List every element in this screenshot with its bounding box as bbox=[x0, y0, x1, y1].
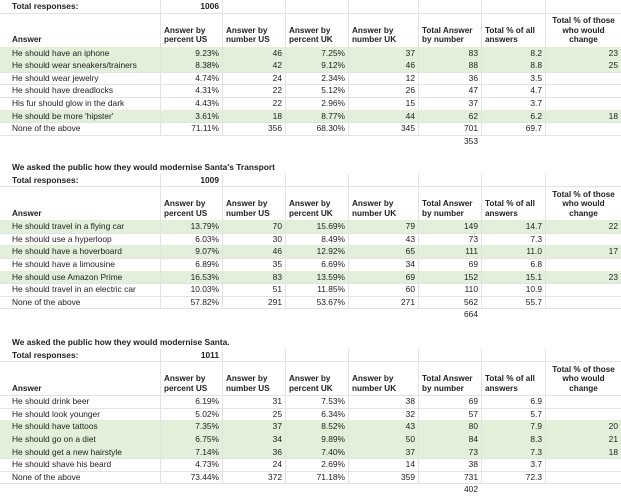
value-cell[interactable]: 26 bbox=[348, 84, 418, 97]
value-cell[interactable]: 4.31% bbox=[160, 84, 222, 97]
value-cell[interactable]: 21 bbox=[545, 433, 621, 446]
column-header-label: Answer by number US bbox=[226, 374, 270, 393]
value-cell[interactable]: 25 bbox=[222, 408, 285, 421]
value-cell[interactable]: 22 bbox=[545, 220, 621, 233]
empty-cell[interactable] bbox=[222, 349, 285, 362]
column-header[interactable] bbox=[0, 361, 160, 395]
total-responses-row bbox=[0, 349, 621, 363]
value-cell[interactable]: 69 bbox=[418, 395, 481, 408]
value-cell[interactable] bbox=[545, 97, 621, 110]
value-cell[interactable]: 18 bbox=[222, 110, 285, 123]
answer-cell[interactable]: He should use a hyperloop bbox=[12, 233, 112, 244]
value-cell[interactable] bbox=[545, 408, 621, 421]
value-cell[interactable]: 69 bbox=[418, 258, 481, 271]
value-cell[interactable]: 53.67% bbox=[285, 296, 348, 309]
column-header-label: Answer bbox=[12, 208, 42, 218]
answer-cell[interactable]: He should wear jewelry bbox=[12, 72, 99, 83]
empty-cell[interactable] bbox=[418, 174, 481, 187]
value-cell[interactable]: 8.8 bbox=[481, 59, 545, 72]
table-row bbox=[0, 47, 621, 61]
extra-total-value[interactable]: 664 bbox=[464, 309, 478, 320]
empty-cell[interactable] bbox=[348, 174, 418, 187]
empty-cell[interactable] bbox=[481, 0, 545, 13]
answer-cell[interactable]: He should have a limousine bbox=[12, 259, 115, 269]
empty-cell[interactable] bbox=[285, 0, 348, 13]
table-row bbox=[0, 122, 621, 136]
value-cell[interactable]: 44 bbox=[348, 110, 418, 123]
column-header-label: Total Answer by number bbox=[422, 199, 473, 218]
answer-cell[interactable]: He should look younger bbox=[12, 408, 100, 419]
value-cell[interactable]: 8.2 bbox=[481, 47, 545, 60]
table-row bbox=[0, 471, 621, 485]
value-cell[interactable]: 3.5 bbox=[481, 72, 545, 85]
value-cell[interactable]: 18 bbox=[545, 110, 621, 123]
column-header[interactable] bbox=[545, 361, 621, 395]
empty-cell[interactable] bbox=[348, 0, 418, 13]
value-cell[interactable] bbox=[545, 122, 621, 135]
column-header[interactable] bbox=[481, 13, 545, 47]
value-cell[interactable]: 88 bbox=[418, 59, 481, 72]
value-cell[interactable]: 38 bbox=[418, 458, 481, 471]
value-cell[interactable]: 731 bbox=[418, 471, 481, 484]
value-cell[interactable]: 3.61% bbox=[160, 110, 222, 123]
column-header[interactable] bbox=[481, 361, 545, 395]
column-header[interactable] bbox=[160, 186, 222, 220]
column-header-label: Answer bbox=[12, 383, 42, 393]
value-cell[interactable]: 6.89% bbox=[160, 258, 222, 271]
table-row bbox=[0, 97, 621, 111]
table-row bbox=[0, 395, 621, 409]
value-cell[interactable]: 10.03% bbox=[160, 283, 222, 296]
value-cell[interactable]: 4.73% bbox=[160, 458, 222, 471]
answer-cell[interactable]: He should have an iphone bbox=[12, 47, 110, 58]
column-header[interactable] bbox=[222, 186, 285, 220]
value-cell[interactable]: 22 bbox=[222, 84, 285, 97]
table-row bbox=[0, 245, 621, 259]
answer-cell[interactable]: He should be more 'hipster' bbox=[12, 110, 114, 121]
value-cell[interactable]: 7.35% bbox=[160, 420, 222, 433]
total-responses-label[interactable]: Total responses: bbox=[12, 1, 79, 11]
value-cell[interactable] bbox=[545, 296, 621, 309]
table-row bbox=[0, 283, 621, 297]
value-cell[interactable]: 79 bbox=[348, 220, 418, 233]
value-cell[interactable]: 12 bbox=[348, 72, 418, 85]
empty-cell[interactable] bbox=[545, 0, 621, 13]
column-header[interactable] bbox=[0, 186, 160, 220]
value-cell[interactable]: 359 bbox=[348, 471, 418, 484]
table-row bbox=[0, 233, 621, 247]
value-cell[interactable]: 80 bbox=[418, 420, 481, 433]
value-cell[interactable]: 84 bbox=[418, 433, 481, 446]
section-intro: We asked the public how they would modernise Santa. bbox=[12, 337, 230, 347]
value-cell[interactable]: 17 bbox=[545, 245, 621, 258]
value-cell[interactable]: 32 bbox=[348, 408, 418, 421]
value-cell[interactable]: 271 bbox=[348, 296, 418, 309]
column-header-label: Answer by number US bbox=[226, 199, 270, 218]
value-cell[interactable]: 8.3 bbox=[481, 433, 545, 446]
value-cell[interactable]: 291 bbox=[222, 296, 285, 309]
total-responses-label[interactable]: Total responses: bbox=[12, 349, 79, 360]
value-cell[interactable]: 6.34% bbox=[285, 408, 348, 421]
column-header-label: Total % of those who would change bbox=[552, 189, 615, 218]
total-responses-row bbox=[0, 0, 621, 14]
column-header[interactable] bbox=[348, 361, 418, 395]
value-cell[interactable]: 345 bbox=[348, 122, 418, 135]
value-cell[interactable]: 43 bbox=[348, 233, 418, 246]
empty-cell[interactable] bbox=[481, 349, 545, 362]
value-cell[interactable]: 72.3 bbox=[481, 471, 545, 484]
table-row bbox=[0, 408, 621, 422]
value-cell[interactable]: 9.12% bbox=[285, 59, 348, 72]
value-cell[interactable]: 25 bbox=[545, 59, 621, 72]
value-cell[interactable]: 2.34% bbox=[285, 72, 348, 85]
value-cell[interactable]: 10.9 bbox=[481, 283, 545, 296]
column-header[interactable] bbox=[348, 13, 418, 47]
answer-cell[interactable]: None of the above bbox=[12, 296, 81, 307]
total-responses-row bbox=[0, 174, 621, 188]
answer-cell[interactable]: He should travel in a flying car bbox=[12, 221, 125, 232]
column-header[interactable] bbox=[0, 13, 160, 47]
answer-cell[interactable]: He should drink beer bbox=[12, 396, 90, 407]
column-header-row bbox=[0, 13, 621, 48]
value-cell[interactable] bbox=[545, 458, 621, 471]
table-row bbox=[0, 271, 621, 285]
value-cell[interactable]: 30 bbox=[222, 233, 285, 246]
value-cell[interactable]: 7.53% bbox=[285, 395, 348, 408]
answer-cell[interactable]: He should get a new hairstyle bbox=[12, 446, 122, 457]
value-cell[interactable]: 111 bbox=[418, 245, 481, 258]
total-responses-value[interactable]: 1011 bbox=[160, 349, 222, 362]
value-cell[interactable]: 37 bbox=[222, 420, 285, 433]
value-cell[interactable]: 701 bbox=[418, 122, 481, 135]
value-cell[interactable]: 50 bbox=[348, 433, 418, 446]
value-cell[interactable]: 5.02% bbox=[160, 408, 222, 421]
value-cell[interactable]: 73.44% bbox=[160, 471, 222, 484]
column-header-label: Total % of all answers bbox=[485, 25, 535, 45]
column-header-label: Total % of all answers bbox=[485, 374, 535, 393]
value-cell[interactable]: 8.77% bbox=[285, 110, 348, 123]
column-header-label: Answer by number US bbox=[226, 25, 270, 45]
empty-cell[interactable] bbox=[348, 349, 418, 362]
column-header-label: Answer by percent US bbox=[164, 199, 208, 218]
value-cell[interactable]: 36 bbox=[418, 72, 481, 85]
value-cell[interactable]: 8.38% bbox=[160, 59, 222, 72]
column-header[interactable] bbox=[545, 186, 621, 220]
value-cell[interactable]: 65 bbox=[348, 245, 418, 258]
value-cell[interactable] bbox=[545, 72, 621, 85]
answer-cell[interactable]: None of the above bbox=[12, 471, 81, 482]
value-cell[interactable]: 6.75% bbox=[160, 433, 222, 446]
value-cell[interactable]: 42 bbox=[222, 59, 285, 72]
value-cell[interactable]: 6.9 bbox=[481, 395, 545, 408]
value-cell[interactable]: 43 bbox=[348, 420, 418, 433]
value-cell[interactable]: 34 bbox=[222, 433, 285, 446]
value-cell[interactable]: 149 bbox=[418, 220, 481, 233]
column-header-label: Answer by percent UK bbox=[289, 374, 333, 393]
value-cell[interactable]: 71.11% bbox=[160, 122, 222, 135]
value-cell[interactable]: 36 bbox=[222, 446, 285, 459]
value-cell[interactable]: 11.0 bbox=[481, 245, 545, 258]
value-cell[interactable]: 37 bbox=[348, 47, 418, 60]
value-cell[interactable]: 9.23% bbox=[160, 47, 222, 60]
empty-cell[interactable] bbox=[285, 349, 348, 362]
value-cell[interactable]: 46 bbox=[348, 59, 418, 72]
value-cell[interactable]: 23 bbox=[545, 47, 621, 60]
value-cell[interactable]: 24 bbox=[222, 72, 285, 85]
value-cell[interactable]: 6.8 bbox=[481, 258, 545, 271]
answer-cell[interactable]: He should have tattoos bbox=[12, 421, 98, 432]
value-cell[interactable]: 3.7 bbox=[481, 97, 545, 110]
value-cell[interactable]: 6.69% bbox=[285, 258, 348, 271]
column-header[interactable] bbox=[545, 13, 621, 47]
value-cell[interactable]: 14 bbox=[348, 458, 418, 471]
empty-cell[interactable] bbox=[418, 0, 481, 13]
column-header[interactable] bbox=[222, 361, 285, 395]
value-cell[interactable] bbox=[545, 395, 621, 408]
value-cell[interactable]: 69.7 bbox=[481, 122, 545, 135]
value-cell[interactable]: 372 bbox=[222, 471, 285, 484]
value-cell[interactable]: 6.19% bbox=[160, 395, 222, 408]
column-header-label: Answer by number UK bbox=[352, 25, 397, 45]
value-cell[interactable]: 6.03% bbox=[160, 233, 222, 246]
value-cell[interactable]: 73 bbox=[418, 446, 481, 459]
column-header-row bbox=[0, 186, 621, 221]
value-cell[interactable] bbox=[545, 471, 621, 484]
value-cell[interactable]: 46 bbox=[222, 47, 285, 60]
table-row bbox=[0, 110, 621, 124]
answer-cell[interactable]: He should shave his beard bbox=[12, 459, 112, 470]
column-header-label: Answer bbox=[12, 35, 42, 45]
table-row bbox=[0, 258, 621, 272]
empty-cell[interactable] bbox=[481, 174, 545, 187]
value-cell[interactable]: 356 bbox=[222, 122, 285, 135]
table-row bbox=[0, 72, 621, 86]
value-cell[interactable]: 7.3 bbox=[481, 446, 545, 459]
table-row bbox=[0, 59, 621, 73]
column-header-label: Answer by number UK bbox=[352, 199, 397, 218]
column-header[interactable] bbox=[418, 186, 481, 220]
extra-total-value[interactable]: 402 bbox=[464, 484, 478, 495]
value-cell[interactable]: 4.43% bbox=[160, 97, 222, 110]
empty-cell[interactable] bbox=[545, 174, 621, 187]
total-responses-value[interactable]: 1009 bbox=[160, 174, 222, 187]
value-cell[interactable]: 57 bbox=[418, 408, 481, 421]
value-cell[interactable]: 8.49% bbox=[285, 233, 348, 246]
value-cell[interactable]: 71.18% bbox=[285, 471, 348, 484]
value-cell[interactable]: 51 bbox=[222, 283, 285, 296]
value-cell[interactable]: 70 bbox=[222, 220, 285, 233]
value-cell[interactable]: 14.7 bbox=[481, 220, 545, 233]
value-cell[interactable]: 15.69% bbox=[285, 220, 348, 233]
value-cell[interactable]: 9.07% bbox=[160, 245, 222, 258]
column-header-label: Total % of those who would change bbox=[552, 364, 615, 393]
empty-cell[interactable] bbox=[285, 174, 348, 187]
column-header[interactable] bbox=[348, 186, 418, 220]
column-header-label: Answer by percent UK bbox=[289, 199, 333, 218]
value-cell[interactable]: 4.7 bbox=[481, 84, 545, 97]
value-cell[interactable]: 38 bbox=[348, 395, 418, 408]
value-cell[interactable]: 55.7 bbox=[481, 296, 545, 309]
value-cell[interactable]: 37 bbox=[418, 97, 481, 110]
table-row bbox=[0, 296, 621, 310]
section-intro: We asked the public how they would modernise Santa's Transport bbox=[12, 162, 275, 172]
value-cell[interactable]: 9.89% bbox=[285, 433, 348, 446]
table-row bbox=[0, 220, 621, 234]
column-header-label: Answer by number UK bbox=[352, 374, 397, 393]
empty-cell[interactable] bbox=[222, 174, 285, 187]
value-cell[interactable]: 46 bbox=[222, 245, 285, 258]
value-cell[interactable]: 47 bbox=[418, 84, 481, 97]
answer-cell[interactable]: He should go on a diet bbox=[12, 434, 96, 444]
value-cell[interactable]: 6.2 bbox=[481, 110, 545, 123]
value-cell[interactable]: 24 bbox=[222, 458, 285, 471]
value-cell[interactable]: 5.12% bbox=[285, 84, 348, 97]
value-cell[interactable]: 73 bbox=[418, 233, 481, 246]
total-responses-value[interactable]: 1006 bbox=[160, 0, 222, 13]
value-cell[interactable]: 37 bbox=[348, 446, 418, 459]
column-header[interactable] bbox=[222, 13, 285, 47]
column-header-row bbox=[0, 361, 621, 396]
value-cell[interactable]: 7.25% bbox=[285, 47, 348, 60]
column-header[interactable] bbox=[285, 13, 348, 47]
column-header[interactable] bbox=[285, 186, 348, 220]
value-cell[interactable]: 23 bbox=[545, 271, 621, 284]
value-cell[interactable]: 4.74% bbox=[160, 72, 222, 85]
value-cell[interactable] bbox=[545, 283, 621, 296]
table-row bbox=[0, 458, 621, 472]
value-cell[interactable]: 15 bbox=[348, 97, 418, 110]
value-cell[interactable]: 18 bbox=[545, 446, 621, 459]
answer-cell[interactable]: He should have dreadlocks bbox=[12, 85, 114, 96]
value-cell[interactable]: 7.9 bbox=[481, 420, 545, 433]
table-row bbox=[0, 433, 621, 447]
value-cell[interactable]: 60 bbox=[348, 283, 418, 296]
column-header-label: Answer by percent UK bbox=[289, 25, 333, 45]
value-cell[interactable]: 15.1 bbox=[481, 271, 545, 284]
value-cell[interactable]: 83 bbox=[418, 47, 481, 60]
total-responses-label[interactable]: Total responses: bbox=[12, 174, 79, 185]
value-cell[interactable]: 2.69% bbox=[285, 458, 348, 471]
value-cell[interactable]: 57.82% bbox=[160, 296, 222, 309]
value-cell[interactable] bbox=[545, 258, 621, 271]
value-cell[interactable]: 7.14% bbox=[160, 446, 222, 459]
value-cell[interactable]: 22 bbox=[222, 97, 285, 110]
value-cell[interactable]: 110 bbox=[418, 283, 481, 296]
value-cell[interactable]: 3.7 bbox=[481, 458, 545, 471]
column-header-label: Total Answer by number bbox=[422, 25, 473, 45]
answer-cell[interactable]: He should use Amazon Prime bbox=[12, 271, 123, 282]
value-cell[interactable]: 69 bbox=[348, 271, 418, 284]
column-header[interactable] bbox=[481, 186, 545, 220]
value-cell[interactable]: 31 bbox=[222, 395, 285, 408]
value-cell[interactable]: 11.85% bbox=[285, 283, 348, 296]
answer-cell[interactable]: He should travel in an electric car bbox=[12, 284, 136, 295]
value-cell[interactable]: 7.3 bbox=[481, 233, 545, 246]
value-cell[interactable]: 12.92% bbox=[285, 245, 348, 258]
value-cell[interactable] bbox=[545, 233, 621, 246]
value-cell[interactable]: 34 bbox=[348, 258, 418, 271]
answer-cell[interactable]: None of the above bbox=[12, 123, 81, 134]
value-cell[interactable]: 68.30% bbox=[285, 122, 348, 135]
table-row bbox=[0, 446, 621, 460]
answer-cell[interactable]: He should have a hoverboard bbox=[12, 246, 122, 257]
column-header-label: Total Answer by number bbox=[422, 374, 473, 393]
table-row bbox=[0, 84, 621, 98]
value-cell[interactable]: 20 bbox=[545, 420, 621, 433]
column-header[interactable] bbox=[160, 361, 222, 395]
extra-total-value[interactable]: 353 bbox=[464, 135, 478, 146]
value-cell[interactable]: 83 bbox=[222, 271, 285, 284]
column-header-label: Total % of all answers bbox=[485, 199, 535, 218]
answer-cell[interactable]: He should wear sneakers/trainers bbox=[12, 60, 137, 71]
value-cell[interactable]: 562 bbox=[418, 296, 481, 309]
value-cell[interactable]: 16.53% bbox=[160, 271, 222, 284]
value-cell[interactable]: 13.59% bbox=[285, 271, 348, 284]
column-header-label: Total % of those who would change bbox=[552, 16, 615, 45]
column-header[interactable] bbox=[418, 361, 481, 395]
value-cell[interactable] bbox=[545, 84, 621, 97]
value-cell[interactable]: 7.40% bbox=[285, 446, 348, 459]
column-header[interactable] bbox=[160, 13, 222, 47]
empty-cell[interactable] bbox=[418, 349, 481, 362]
value-cell[interactable]: 13.79% bbox=[160, 220, 222, 233]
value-cell[interactable]: 5.7 bbox=[481, 408, 545, 421]
column-header[interactable] bbox=[285, 361, 348, 395]
column-header[interactable] bbox=[418, 13, 481, 47]
column-header-label: Answer by percent US bbox=[164, 25, 208, 45]
value-cell[interactable]: 152 bbox=[418, 271, 481, 284]
empty-cell[interactable] bbox=[222, 0, 285, 13]
value-cell[interactable]: 62 bbox=[418, 110, 481, 123]
value-cell[interactable]: 8.52% bbox=[285, 420, 348, 433]
table-row bbox=[0, 420, 621, 434]
value-cell[interactable]: 35 bbox=[222, 258, 285, 271]
value-cell[interactable]: 2.96% bbox=[285, 97, 348, 110]
empty-cell[interactable] bbox=[545, 349, 621, 362]
answer-cell[interactable]: His fur should glow in the dark bbox=[12, 98, 125, 108]
column-header-label: Answer by percent US bbox=[164, 374, 208, 393]
